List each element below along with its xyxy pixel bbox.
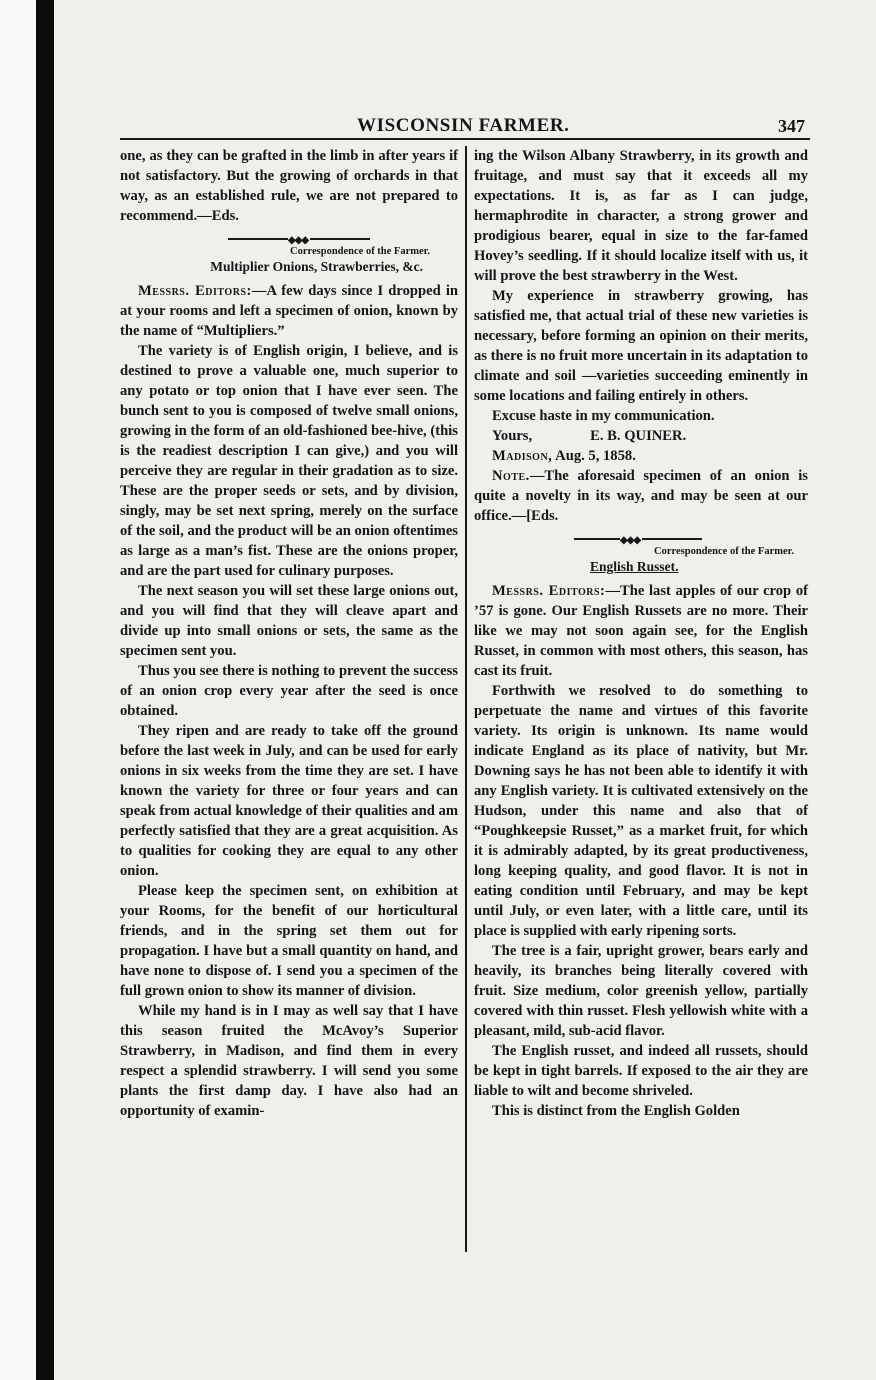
paragraph: Excuse haste in my communication. [492, 408, 715, 424]
place: Madison, [492, 448, 553, 464]
right-column [474, 146, 808, 1121]
column-divider [465, 146, 467, 1252]
article-title: English Russet. [590, 559, 679, 574]
paragraph: The variety is of English origin, I believe, and is destined to prove a valuable one, much superior to any potato or top onion that I have ever seen. The bunch sent to you is composed of twelve small onions, growing in the form of an old-fashioned bee-hive, (this is the readiest description I can give,) and you will perceive they are regular in their gradation as to size. These are the proper seeds or sets, and by division, singly, may be set next spring, merely on the surface of the soil, and the product will be an onion oftentimes as large as a man’s fist. These are the onions proper, and are the part used for culinary purposes. [120, 343, 458, 579]
paragraph: Thus you see there is nothing to prevent the success of an onion crop every year after the seed is once obtained. [120, 663, 458, 719]
article-title: Multiplier Onions, Strawberries, &c. [210, 259, 423, 274]
section-divider-ornament: ◆◆◆ [120, 234, 458, 243]
page-number: 347 [778, 116, 805, 136]
paragraph: While my hand is in I may as well say that I have this season fruited the McAvoy’s Superior Strawberry, in Madison, and find them in every respect a splendid strawberry. I will send you some plants the first damp day. I have also had an opportunity of examin- [120, 1003, 458, 1119]
salutation: Messrs. Editors: [138, 283, 252, 299]
note: Note.—The aforesaid specimen of an onion is quite a novelty in its way, and may be seen at our office.—[Eds. [474, 468, 808, 524]
signature: E. B. QUINER. [590, 428, 687, 444]
correspondence-heading: Correspondence of the Farmer. [290, 246, 430, 257]
header-rule [120, 138, 810, 140]
note-label: Note. [492, 468, 530, 484]
paragraph: Messrs. Editors:—The last apples of our crop of ’57 is gone. Our English Russets are no more. Their like we may not soon again see, for the English Russet, in common with most others, this season, has cast its fruit. [474, 583, 808, 679]
paragraph: ing the Wilson Albany Strawberry, in its growth and fruitage, and must say that it exceeds all my expectations. It is, as far as I can judge, hermaphrodite in character, a strong grower and prodigious bearer, equal in size to the far-famed Hovey’s seedling. If it should localize itself with us, it will prove the best strawberry in the West. [474, 148, 808, 284]
section-divider-ornament: ◆◆◆ [474, 534, 808, 543]
binding-shadow [36, 0, 54, 1380]
paragraph: Please keep the specimen sent, on exhibition at your Rooms, for the benefit of our horticultural friends, and in the spring set them out for propagation. I have but a small quantity on hand, and have none to dispose of. I send you a specimen of the full grown onion to show its manner of division. [120, 883, 458, 999]
paragraph: The next season you will set these large onions out, and you will find that they will cleave apart and divide up into small onions or sets, the same as the specimen sent you. [120, 583, 458, 659]
paragraph: This is distinct from the English Golden [492, 1103, 740, 1119]
paragraph: Forthwith we resolved to do something to perpetuate the name and virtues of this favorite variety. Its origin is unknown. Its name would indicate England as its place of nativity, but Mr. Downing says he has not been able to identify it with any English variety. It is cultivated extensively on the Hudson, under this name and also that of “Poughkeepsie Russet,” as a market fruit, for which it is admirably adapted, by its great productiveness, long keeping quality, and good flavor. It is not in eating condition until February, and may be kept until July, or even later, with a little care, until its place is supplied with early ripening sorts. [474, 683, 808, 939]
paragraph: Messrs. Editors:—A few days since I dropped in at your rooms and left a specimen of onion, known by the name of “Multipliers.” [120, 283, 459, 339]
paragraph: They ripen and are ready to take off the ground before the last week in July, and can be used for early onions in six weeks from the time they are set. I have known the variety for three or four years and can speak from actual knowledge of their qualities and am perfectly satisfied that they are a great acquisition. As to qualities for cooking they are equal to any other onion. [120, 723, 458, 879]
paragraph: The English russet, and indeed all russets, should be kept in tight barrels. If exposed to the air they are liable to wilt and become shriveled. [474, 1043, 808, 1099]
page-edge-margin [0, 0, 36, 1380]
left-column [120, 146, 458, 1121]
signature-line [474, 426, 808, 446]
paragraph: My experience in strawberry growing, has satisfied me, that actual trial of these new varieties is necessary, before forming an opinion on their merits, as there is no fruit more uncertain in its adaptation to climate and soil —varieties succeeding eminently in some locations and failing entirely in others. [474, 288, 808, 404]
salutation: Messrs. Editors: [492, 583, 606, 599]
paragraph: one, as they can be grafted in the limb in after years if not satisfactory. But the growing of orchards in that way, as an established rule, we are not prepared to recommend.—Eds. [120, 148, 458, 224]
closing: Yours, [492, 428, 533, 444]
dateline [474, 446, 808, 466]
correspondence-heading: Correspondence of the Farmer. [654, 546, 794, 557]
date: Aug. 5, 1858. [555, 448, 636, 464]
paragraph: The tree is a fair, upright grower, bears early and heavily, its branches being literally covered with fruit. Size medium, color greenish yellow, partially covered with thin russet. Flesh yellowish white with a pleasant, mild, sub-acid flavor. [474, 943, 808, 1039]
running-head: WISCONSIN FARMER. [357, 115, 570, 136]
